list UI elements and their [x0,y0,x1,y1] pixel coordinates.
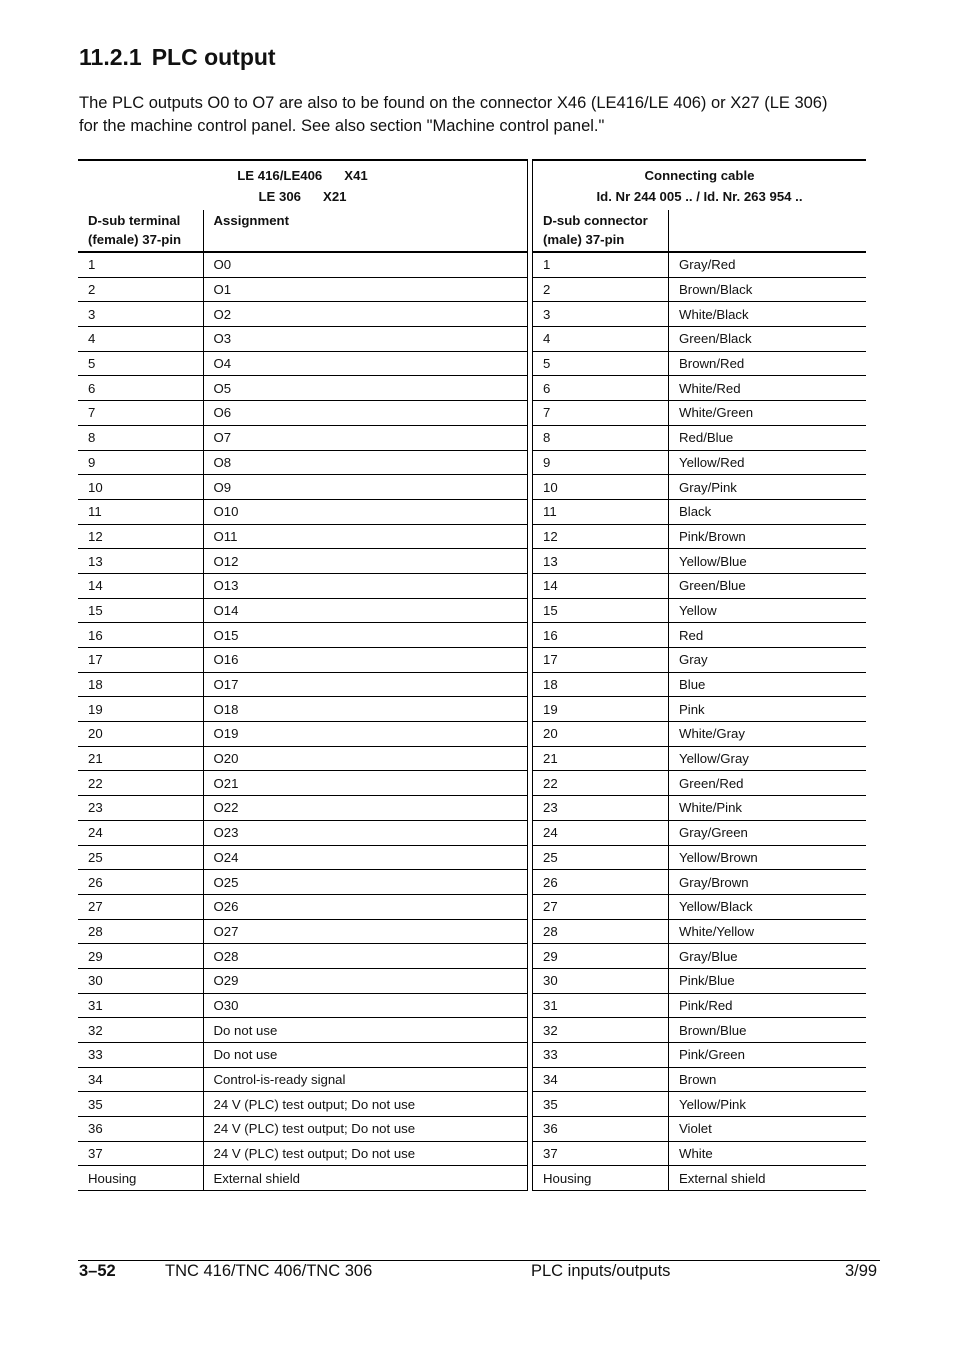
col-header-wire-color [669,210,867,252]
assignment-cell: O5 [203,376,528,401]
table-row [78,919,528,944]
pin-cell: 3 [78,302,203,327]
pin-cell: 21 [533,746,669,771]
table-row [78,845,528,870]
table-row [78,697,528,722]
table-row [78,746,528,771]
section-title: PLC output [151,44,276,70]
assignment-cell: Do not use [203,1043,528,1068]
footer-model: TNC 416/TNC 406/TNC 306 [165,1262,373,1280]
assignment-cell: O11 [203,524,528,549]
wire-color-cell: Gray/Green [669,820,867,845]
pin-cell: 20 [533,722,669,747]
table-row [78,623,528,648]
assignment-cell: O25 [203,870,528,895]
pin-cell: 32 [533,1018,669,1043]
wire-color-cell: Gray/Brown [669,870,867,895]
x41-label: X41 [344,167,368,183]
wire-color-cell: Brown [669,1067,867,1092]
page-number: 3–52 [79,1262,116,1280]
table-row [78,796,528,821]
wire-color-cell: Green/Blue [669,573,867,598]
pin-cell: 3 [533,302,669,327]
pin-cell: 31 [533,993,669,1018]
table-row [533,450,867,475]
pin-cell: 2 [78,277,203,302]
pin-cell: 1 [533,252,669,277]
assignment-cell: 24 V (PLC) test output; Do not use [203,1092,528,1117]
table-column-header [78,210,528,252]
pin-cell: 30 [533,968,669,993]
table-row [78,1018,528,1043]
pin-cell: Housing [533,1166,669,1191]
wire-color-cell: White/Pink [669,796,867,821]
table-row [533,944,867,969]
assignment-cell: O30 [203,993,528,1018]
pin-cell: 5 [78,351,203,376]
assignment-cell: O10 [203,499,528,524]
assignment-cell: O13 [203,573,528,598]
wire-color-cell: Yellow/Gray [669,746,867,771]
table-row [78,499,528,524]
pin-cell: 37 [78,1141,203,1166]
pin-cell: 4 [78,327,203,352]
pin-cell: 34 [78,1067,203,1092]
pin-cell: 24 [78,820,203,845]
pin-cell: 35 [78,1092,203,1117]
pin-cell: 22 [78,771,203,796]
table-row [533,475,867,500]
pin-cell: 9 [533,450,669,475]
table-row [78,870,528,895]
pin-cell: 1 [78,252,203,277]
table-row [78,820,528,845]
assignment-cell: O7 [203,425,528,450]
pin-cell: 13 [533,549,669,574]
assignment-cell: O18 [203,697,528,722]
table-row [533,524,867,549]
col-header-assignment: Assignment [203,210,528,252]
pin-cell: 36 [533,1117,669,1142]
pin-cell: 22 [533,771,669,796]
wire-color-cell: Green/Black [669,327,867,352]
assignment-cell: O9 [203,475,528,500]
wire-color-cell: Red [669,623,867,648]
pin-cell: 9 [78,450,203,475]
table-row [533,1166,867,1191]
le-table-body [78,252,528,1191]
table-row [78,1141,528,1166]
table-row [78,425,528,450]
intro-paragraph: The PLC outputs O0 to O7 are also to be found on the connector X46 (LE416/LE 406) or X27 (LE 306) for the machine control panel. See also section "Machine control panel." [79,94,828,135]
wire-color-cell: White/Yellow [669,919,867,944]
table-row [78,351,528,376]
wire-color-cell: Yellow [669,598,867,623]
table-row [78,401,528,426]
assignment-cell: 24 V (PLC) test output; Do not use [203,1141,528,1166]
table-row [533,623,867,648]
assignment-cell: O22 [203,796,528,821]
table-row [533,1067,867,1092]
table-row [533,919,867,944]
wire-color-cell: Pink [669,697,867,722]
pin-cell: 28 [533,919,669,944]
wire-color-cell: White/Green [669,401,867,426]
assignment-cell: O28 [203,944,528,969]
table-row [78,450,528,475]
table-row [78,993,528,1018]
wire-color-cell: Yellow/Blue [669,549,867,574]
table-row [78,1166,528,1191]
assignment-cell: O4 [203,351,528,376]
le-306-label: LE 306 [258,188,302,204]
pin-cell: Housing [78,1166,203,1191]
table-row [78,672,528,697]
table-row [533,820,867,845]
table-row [533,746,867,771]
assignment-cell: External shield [203,1166,528,1191]
table-row [533,252,867,277]
wire-color-cell: Gray [669,648,867,673]
table-row [533,672,867,697]
table-row [533,549,867,574]
pin-cell: 29 [533,944,669,969]
table-row [533,1043,867,1068]
pin-cell: 33 [533,1043,669,1068]
le-pin-assignment-table [78,159,528,1191]
pin-cell: 4 [533,327,669,352]
table-row [533,277,867,302]
table-row [533,351,867,376]
assignment-cell: O24 [203,845,528,870]
table-row [533,722,867,747]
table-row [533,598,867,623]
table-row [533,1117,867,1142]
pin-cell: 8 [78,425,203,450]
pin-cell: 17 [78,648,203,673]
table-column-header [533,210,867,252]
pin-cell: 6 [78,376,203,401]
page-title [79,44,276,71]
cable-color-table [532,159,866,1191]
table-row [533,573,867,598]
pin-cell: 30 [78,968,203,993]
pin-cell: 14 [533,573,669,598]
pin-cell: 18 [78,672,203,697]
pin-cell: 19 [533,697,669,722]
cable-table-body [533,252,867,1191]
assignment-cell: O15 [203,623,528,648]
table-row [78,573,528,598]
wire-color-cell: Green/Red [669,771,867,796]
pin-cell: 7 [533,401,669,426]
pin-cell: 12 [78,524,203,549]
footer-section: PLC inputs/outputs [531,1262,671,1280]
table-row [533,968,867,993]
table-row [533,697,867,722]
table-row [78,376,528,401]
pin-cell: 2 [533,277,669,302]
col-header-dsub-terminal: D-sub terminal (female) 37-pin [78,210,203,252]
table-row [533,796,867,821]
footer-date: 3/99 [845,1262,878,1280]
pin-cell: 13 [78,549,203,574]
col-header-dsub-connector: D-sub connector (male) 37-pin [533,210,669,252]
table-row [78,944,528,969]
pin-cell: 28 [78,919,203,944]
table-row [533,376,867,401]
assignment-cell: O14 [203,598,528,623]
table-row [533,870,867,895]
table-row [533,302,867,327]
wire-color-cell: Black [669,499,867,524]
pin-cell: 26 [78,870,203,895]
pin-cell: 34 [533,1067,669,1092]
assignment-cell: O16 [203,648,528,673]
pin-cell: 27 [533,894,669,919]
le-416-406-label: LE 416/LE406 [237,167,323,183]
pin-cell: 35 [533,1092,669,1117]
table-row [78,475,528,500]
table-row [78,598,528,623]
table-row [78,1092,528,1117]
connecting-cable-label: Connecting cable [644,167,755,183]
wire-color-cell: Brown/Red [669,351,867,376]
wire-color-cell: White/Black [669,302,867,327]
le-group-header [78,160,528,210]
wire-color-cell: Yellow/Red [669,450,867,475]
wire-color-cell: White [669,1141,867,1166]
table-row [78,549,528,574]
table-row [78,1117,528,1142]
pin-cell: 23 [78,796,203,821]
assignment-cell: O12 [203,549,528,574]
wire-color-cell: Yellow/Pink [669,1092,867,1117]
wire-color-cell: Yellow/Black [669,894,867,919]
wire-color-cell: Pink/Blue [669,968,867,993]
table-row [533,648,867,673]
assignment-cell: O17 [203,672,528,697]
table-row [533,425,867,450]
pin-cell: 31 [78,993,203,1018]
assignment-cell: O2 [203,302,528,327]
assignment-cell: O27 [203,919,528,944]
assignment-cell: O21 [203,771,528,796]
table-row [533,1018,867,1043]
pin-cell: 25 [533,845,669,870]
pin-cell: 37 [533,1141,669,1166]
pin-cell: 11 [533,499,669,524]
x21-label: X21 [323,188,347,204]
cable-id-label: Id. Nr 244 005 .. / Id. Nr. 263 954 .. [596,188,803,204]
wire-color-cell: Brown/Blue [669,1018,867,1043]
table-row [533,894,867,919]
wire-color-cell: Yellow/Brown [669,845,867,870]
pin-cell: 21 [78,746,203,771]
pin-cell: 27 [78,894,203,919]
pin-cell: 15 [533,598,669,623]
assignment-cell: 24 V (PLC) test output; Do not use [203,1117,528,1142]
pin-cell: 32 [78,1018,203,1043]
pin-cell: 19 [78,697,203,722]
table-row [78,1067,528,1092]
pin-cell: 5 [533,351,669,376]
assignment-cell: O3 [203,327,528,352]
wire-color-cell: White/Gray [669,722,867,747]
pin-cell: 26 [533,870,669,895]
pin-cell: 17 [533,648,669,673]
assignment-cell: O0 [203,252,528,277]
table-group-header [78,160,528,210]
pin-cell: 20 [78,722,203,747]
table-row [78,968,528,993]
pin-cell: 36 [78,1117,203,1142]
pin-cell: 10 [78,475,203,500]
assignment-cell: O29 [203,968,528,993]
table-row [533,993,867,1018]
table-row [533,1092,867,1117]
wire-color-cell: Gray/Blue [669,944,867,969]
cable-group-header [533,160,867,210]
footer-rule [78,1260,880,1261]
wire-color-cell: White/Red [669,376,867,401]
table-row [533,771,867,796]
assignment-cell: Control-is-ready signal [203,1067,528,1092]
assignment-cell: O23 [203,820,528,845]
pin-cell: 8 [533,425,669,450]
wire-color-cell: Gray/Pink [669,475,867,500]
table-row [533,499,867,524]
pin-cell: 7 [78,401,203,426]
pin-cell: 18 [533,672,669,697]
pin-cell: 11 [78,499,203,524]
table-row [78,277,528,302]
wire-color-cell: Violet [669,1117,867,1142]
wire-color-cell: Pink/Red [669,993,867,1018]
pin-cell: 12 [533,524,669,549]
pin-cell: 25 [78,845,203,870]
table-row [78,302,528,327]
wire-color-cell: External shield [669,1166,867,1191]
wire-color-cell: Pink/Green [669,1043,867,1068]
table-row [78,722,528,747]
table-row [533,401,867,426]
wire-color-cell: Red/Blue [669,425,867,450]
assignment-cell: Do not use [203,1018,528,1043]
table-row [78,1043,528,1068]
table-row [533,1141,867,1166]
assignment-cell: O19 [203,722,528,747]
table-row [78,327,528,352]
wire-color-cell: Pink/Brown [669,524,867,549]
assignment-cell: O1 [203,277,528,302]
table-row [78,894,528,919]
pin-cell: 33 [78,1043,203,1068]
pin-cell: 10 [533,475,669,500]
table-row [78,524,528,549]
table-row [533,327,867,352]
section-number: 11.2.1 [79,44,142,70]
assignment-cell: O8 [203,450,528,475]
assignment-cell: O6 [203,401,528,426]
table-row [78,771,528,796]
assignment-cell: O26 [203,894,528,919]
pin-cell: 14 [78,573,203,598]
pin-cell: 16 [533,623,669,648]
pin-cell: 29 [78,944,203,969]
wire-color-cell: Gray/Red [669,252,867,277]
table-row [78,252,528,277]
pin-cell: 15 [78,598,203,623]
table-row [78,648,528,673]
pin-cell: 16 [78,623,203,648]
table-group-header [533,160,867,210]
wire-color-cell: Blue [669,672,867,697]
pin-cell: 23 [533,796,669,821]
assignment-cell: O20 [203,746,528,771]
table-row [533,845,867,870]
pin-cell: 24 [533,820,669,845]
pin-cell: 6 [533,376,669,401]
wire-color-cell: Brown/Black [669,277,867,302]
